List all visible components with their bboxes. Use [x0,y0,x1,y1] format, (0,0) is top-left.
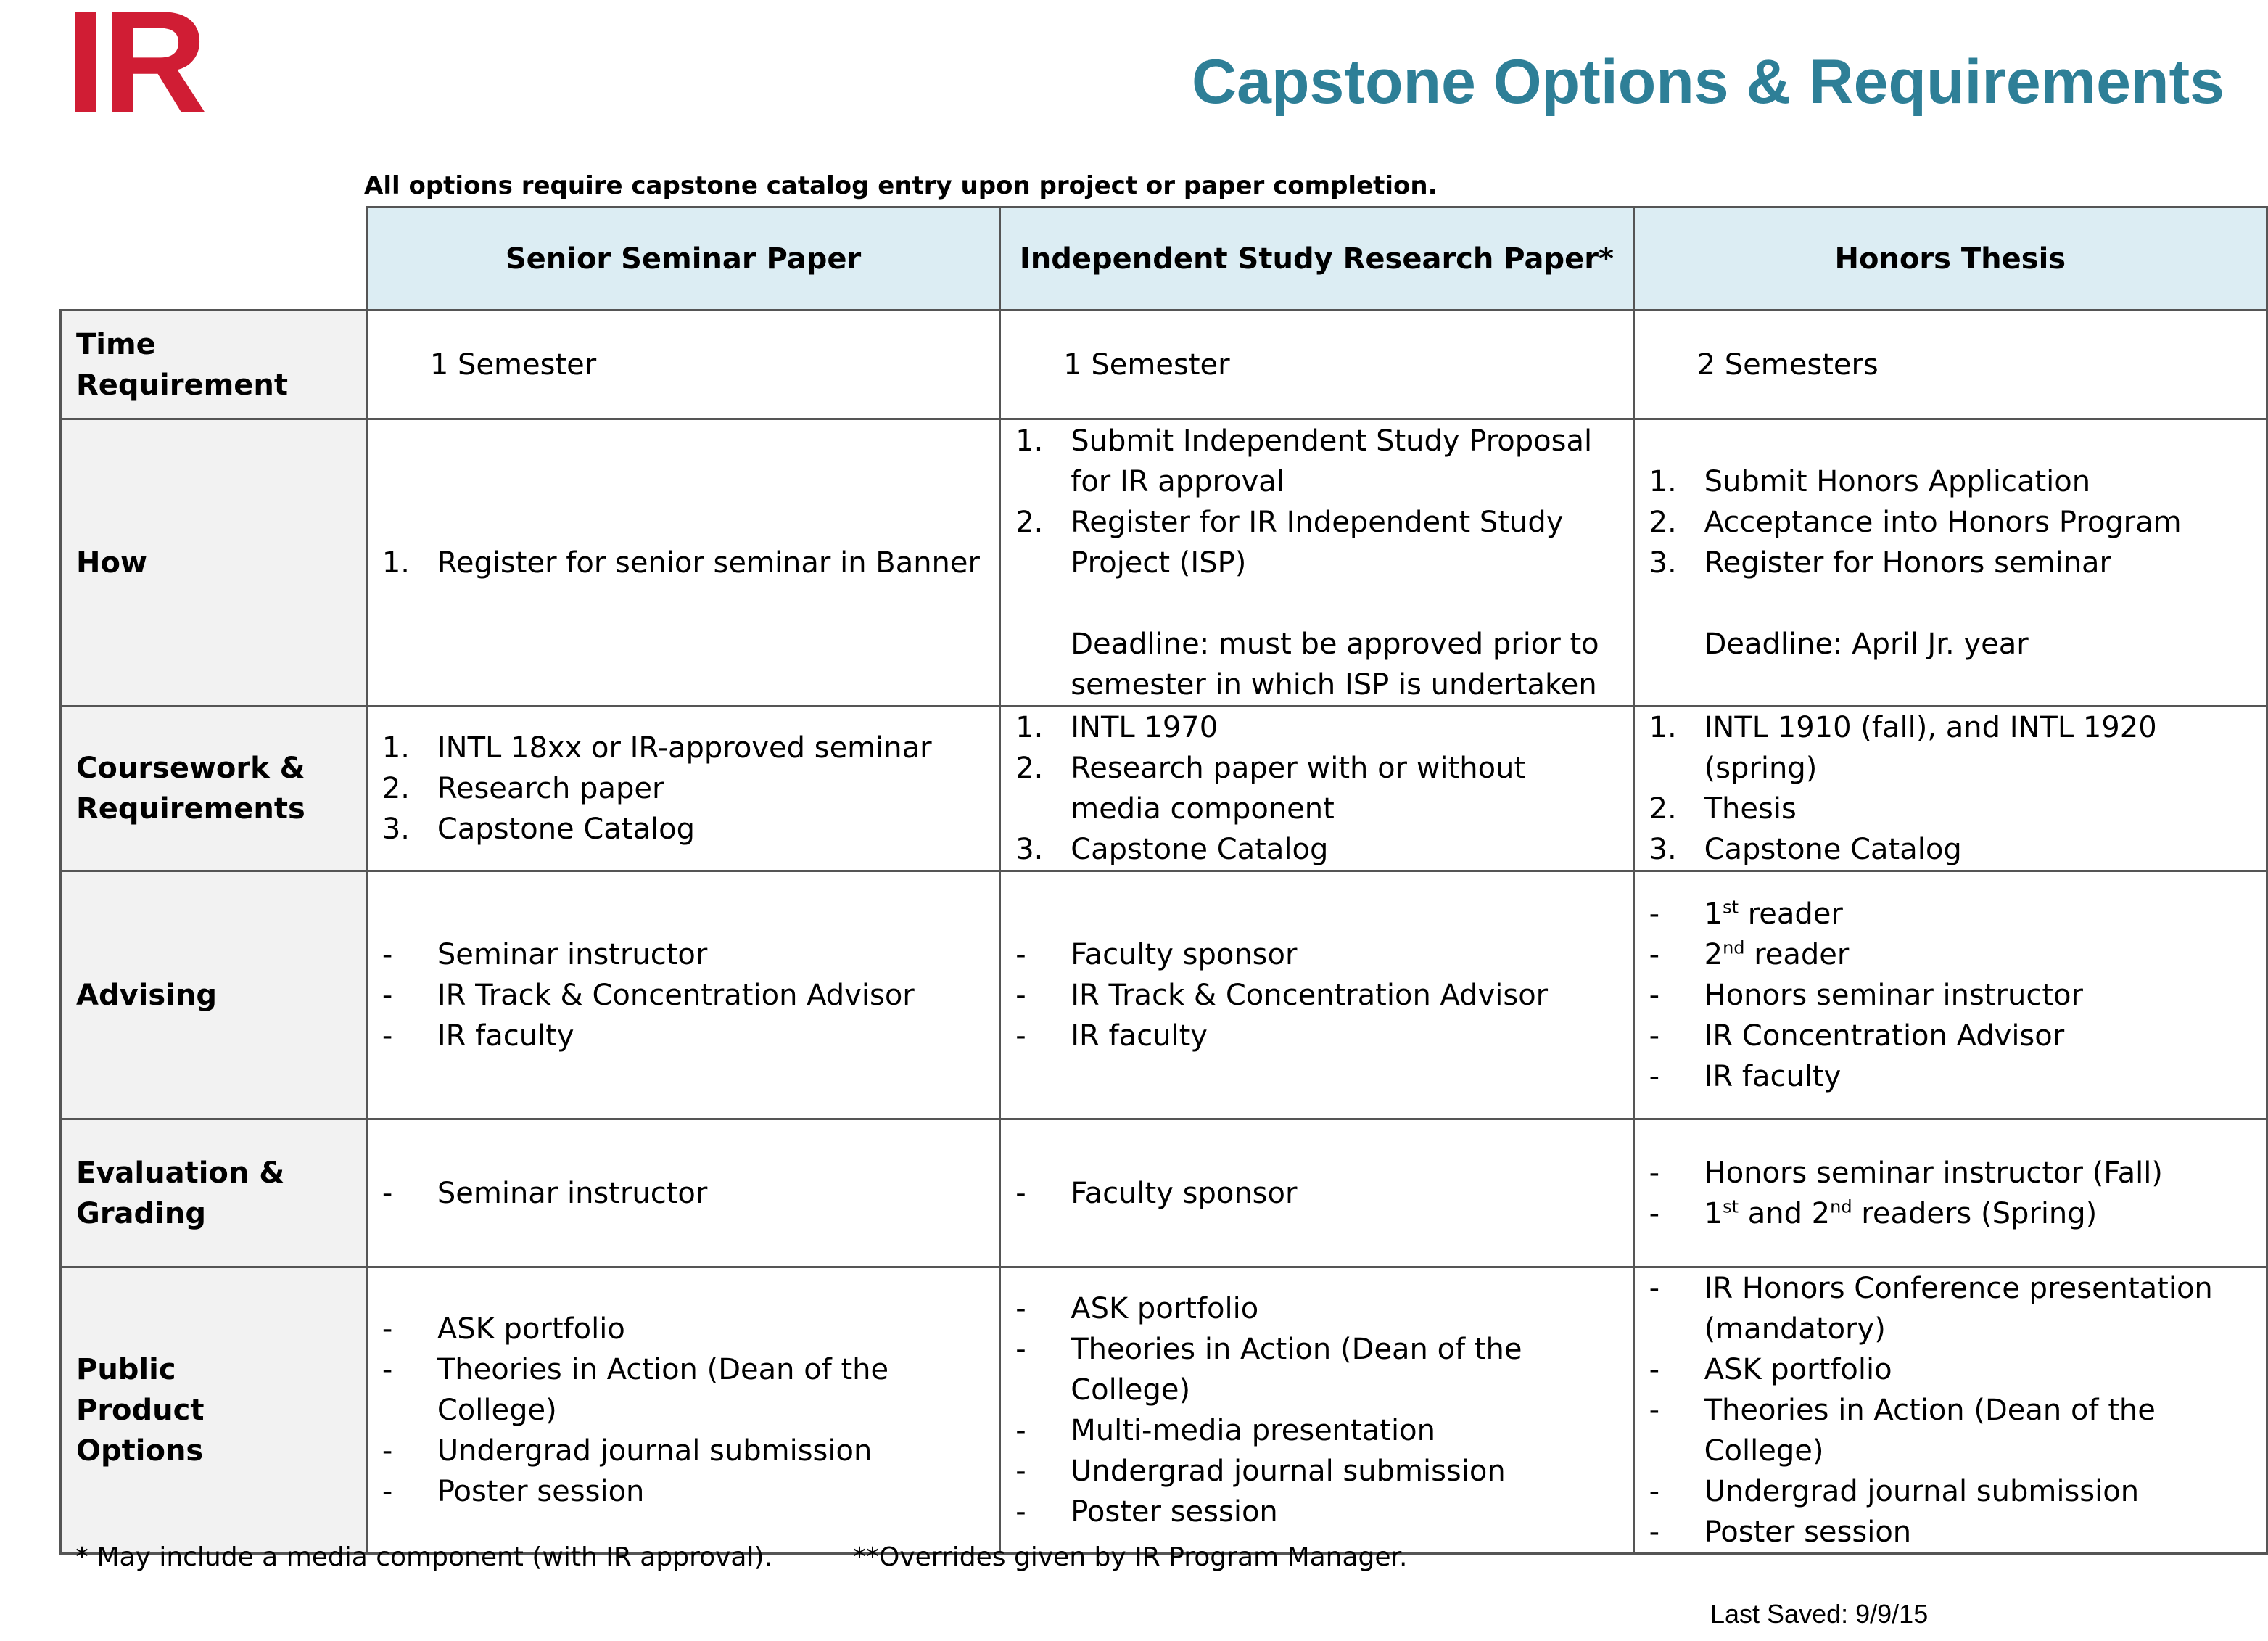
list-text: Poster session [437,1475,645,1508]
cell-public-product-options-senior-seminar [366,1267,999,1554]
list-item [1015,1329,1620,1410]
list-item [1015,1288,1620,1329]
list-item [382,934,987,975]
row-header-advising: Advising [61,871,367,1119]
list-marker: - [1649,897,1660,931]
list-item [382,1016,987,1056]
list-item [382,975,987,1016]
list-marker: 1. [1015,711,1044,744]
list-text: IR Honors Conference presentation (mandatory) [1704,1272,2213,1346]
capstone-options-table [59,206,2268,1555]
list-marker: - [1015,978,1026,1012]
list-item [382,1349,987,1431]
page-title: Capstone Options & Requirements [1192,47,2224,117]
cell-time-requirement-independent-study [1000,310,1633,419]
list-text: ASK portfolio [1071,1292,1259,1325]
list-item [1649,624,2254,665]
cell-advising-honors-thesis [1633,871,2267,1119]
list-marker: 2. [1015,505,1044,539]
cell-list [1697,345,2254,385]
list-text: Research paper with or without media component [1071,752,1526,826]
list-text: 1st and 2nd readers (Spring) [1704,1196,2098,1230]
list-marker: - [382,1434,393,1468]
cell-how-independent-study [1000,419,1633,707]
list-marker: 3. [1649,546,1677,580]
list-marker [1649,624,1704,665]
list-text: IR Track & Concentration Advisor [437,978,915,1012]
list-item [1649,1153,2254,1193]
list-text: Submit Independent Study Proposal for IR approval [1071,424,1593,498]
list-text: INTL 1910 (fall), and INTL 1920 (spring) [1704,711,2157,785]
catalog-requirement-note: All options require capstone catalog entry upon project or paper completion. [364,171,1438,200]
list-marker: - [1015,1176,1026,1210]
list-marker [1015,624,1071,705]
cell-evaluation-grading-senior-seminar [366,1119,999,1267]
row-how [61,419,2267,707]
last-saved-date: Last Saved: 9/9/15 [1710,1599,1929,1629]
list-item [1649,1056,2254,1097]
list-text: Register for IR Independent Study Project (ISP) [1071,505,1564,580]
cell-advising-senior-seminar [366,871,999,1119]
column-header-independent-study: Independent Study Research Paper* [1000,207,1633,310]
list-text: Capstone Catalog [1071,833,1329,866]
list-marker: - [1649,978,1660,1012]
row-header-public-product-options: Public Product Options [61,1267,367,1554]
list-text: Theories in Action (Dean of the College) [1704,1394,2156,1468]
list-text: Submit Honors Application [1704,464,2091,498]
list-marker: - [1649,1353,1660,1386]
list-marker: - [1649,937,1660,971]
list-text: Theories in Action (Dean of the College) [1071,1333,1522,1407]
list-text: IR faculty [1071,1019,1208,1053]
list-item [382,728,987,768]
column-header-senior-seminar: Senior Seminar Paper [366,207,999,310]
list-marker: 3. [382,813,411,846]
list-marker: - [1015,1455,1026,1488]
list-item [1649,1349,2254,1390]
list-item [1015,624,1620,705]
list-text: IR Concentration Advisor [1704,1019,2065,1053]
list-marker: - [1649,1475,1660,1508]
list-item [430,345,987,385]
cell-list [1649,894,2254,1097]
cell-list [1649,1268,2254,1552]
cell-how-senior-seminar [366,419,999,707]
cell-coursework-requirements-senior-seminar [366,707,999,871]
cell-advising-independent-study [1000,871,1633,1119]
list-item [382,1309,987,1349]
list-text: IR faculty [1704,1059,1842,1093]
row-public-product-options [61,1267,2267,1554]
list-item [1015,707,1620,748]
list-item [1015,1410,1620,1451]
list-item [1649,1471,2254,1512]
list-marker: 3. [1015,833,1044,866]
list-text: Seminar instructor [437,937,708,971]
list-item [1015,829,1620,870]
row-header-evaluation-grading: Evaluation & Grading [61,1119,367,1267]
list-item [1649,934,2254,975]
row-header-how: How [61,419,367,707]
cell-how-honors-thesis [1633,419,2267,707]
list-marker: - [1015,1414,1026,1447]
list-item [1649,707,2254,789]
list-text: Undergrad journal submission [437,1434,873,1468]
list-text: Deadline: must be approved prior to semester in which ISP is undertaken [1071,627,1599,702]
list-item [1649,789,2254,829]
list-marker: 3. [1649,833,1677,866]
list-item [1063,345,1620,385]
footnote-overrides: **Overrides given by IR Program Manager. [853,1542,1408,1572]
list-text: Undergrad journal submission [1071,1455,1506,1488]
list-item [1649,975,2254,1016]
list-text: Seminar instructor [437,1176,708,1210]
cell-list [382,1309,987,1512]
row-coursework-requirements [61,707,2267,871]
cell-list [1015,1288,1620,1532]
list-item [382,1431,987,1471]
row-advising [61,871,2267,1119]
list-item [382,809,987,850]
cell-list [1015,707,1620,870]
cell-list [1015,1173,1620,1214]
list-marker: 2. [382,772,411,805]
cell-time-requirement-senior-seminar [366,310,999,419]
list-text: ASK portfolio [1704,1353,1892,1386]
list-text: 1st reader [1704,897,1843,931]
cell-list [382,1173,987,1214]
list-item [1649,461,2254,502]
list-marker: - [1649,1272,1660,1305]
list-text: 1 Semester [429,347,597,382]
list-marker: - [1015,1292,1026,1325]
footnote-media-component: * May include a media component (with IR approval). [75,1542,772,1572]
cell-evaluation-grading-independent-study [1000,1119,1633,1267]
list-item [1697,345,2254,385]
list-item [1649,1512,2254,1552]
list-item [1015,1173,1620,1214]
list-item [382,1471,987,1512]
list-text: Undergrad journal submission [1704,1475,2140,1508]
list-marker: - [382,1475,393,1508]
list-text: Register for Honors seminar [1704,546,2111,580]
list-item [1649,1016,2254,1056]
list-text: Register for senior seminar in Banner [437,546,980,580]
cell-list [1063,345,1620,385]
list-text: Honors seminar instructor [1704,978,2083,1012]
ir-logo: IR [65,0,205,143]
column-header-honors-thesis: Honors Thesis [1633,207,2267,310]
list-text: Research paper [437,772,664,805]
cell-list [1015,421,1620,705]
list-marker: - [1649,1156,1660,1190]
list-text: Poster session [1704,1515,1912,1549]
cell-list [1649,1153,2254,1234]
list-marker: 1. [1015,424,1044,458]
list-text: IR Track & Concentration Advisor [1071,978,1549,1012]
cell-list [382,543,987,583]
row-evaluation-grading [61,1119,2267,1267]
list-item [1649,1390,2254,1471]
list-marker: - [1649,1019,1660,1053]
list-spacer [1015,583,1620,624]
list-item [1015,1451,1620,1492]
list-text: Capstone Catalog [1704,833,1962,866]
row-time-requirement [61,310,2267,419]
list-marker: - [382,1312,393,1346]
list-marker: - [382,1019,393,1053]
list-text: Capstone Catalog [437,813,695,846]
list-marker: - [382,978,393,1012]
list-marker: 1. [382,546,411,580]
list-marker: 2. [1015,752,1044,785]
list-marker: - [382,1353,393,1386]
list-marker: - [1015,1019,1026,1053]
cell-public-product-options-honors-thesis [1633,1267,2267,1554]
cell-list [1015,934,1620,1056]
list-marker: 1. [1649,711,1677,744]
list-marker: 2. [1649,505,1677,539]
cell-list [1649,707,2254,870]
row-header-time-requirement: Time Requirement [61,310,367,419]
list-text: 1 Semester [1063,347,1230,382]
list-marker: 1. [1649,464,1677,498]
list-text: Thesis [1704,792,1797,826]
list-marker: - [1015,1495,1026,1529]
list-text: Theories in Action (Dean of the College) [437,1353,889,1427]
list-marker: - [1015,1333,1026,1366]
list-marker: - [382,937,393,971]
list-text: INTL 1970 [1071,711,1218,744]
list-text: Honors seminar instructor (Fall) [1704,1156,2163,1190]
list-marker: - [1649,1515,1660,1549]
list-text: Multi-media presentation [1071,1414,1435,1447]
list-marker: - [1649,1394,1660,1427]
list-marker: - [1649,1196,1660,1230]
cell-time-requirement-honors-thesis [1633,310,2267,419]
list-text: Faculty sponsor [1071,1176,1298,1210]
list-text: ASK portfolio [437,1312,625,1346]
list-item [382,1173,987,1214]
cell-evaluation-grading-honors-thesis [1633,1119,2267,1267]
cell-list [382,934,987,1056]
column-header-row [61,207,2267,310]
list-marker: - [1649,1059,1660,1093]
list-item [1015,1016,1620,1056]
list-text: Poster session [1071,1495,1278,1529]
list-item [382,768,987,809]
list-spacer [1649,583,2254,624]
list-item [1015,502,1620,583]
cell-coursework-requirements-honors-thesis [1633,707,2267,871]
list-text: IR faculty [437,1019,574,1053]
list-text: Acceptance into Honors Program [1704,505,2182,539]
list-marker: 2. [1649,792,1677,826]
cell-coursework-requirements-independent-study [1000,707,1633,871]
list-item [1015,1492,1620,1532]
list-text: 2nd reader [1704,937,1850,971]
corner-cell [61,207,367,310]
cell-public-product-options-independent-study [1000,1267,1633,1554]
list-item [1649,894,2254,934]
list-text: 2 Semesters [1696,347,1879,382]
list-item [1649,1268,2254,1349]
list-marker: - [382,1176,393,1210]
list-item [1649,1193,2254,1234]
list-item [1649,543,2254,583]
list-text: Deadline: April Jr. year [1704,627,2029,661]
list-item [1649,829,2254,870]
cell-list [1649,461,2254,665]
list-item [1015,934,1620,975]
list-marker: 1. [382,731,411,765]
cell-list [382,728,987,850]
list-text: INTL 18xx or IR-approved seminar [437,731,932,765]
list-item [382,543,987,583]
row-header-coursework-requirements: Coursework & Requirements [61,707,367,871]
list-marker: - [1015,937,1026,971]
list-text: Faculty sponsor [1071,937,1298,971]
list-item [1015,421,1620,502]
cell-list [430,345,987,385]
list-item [1015,975,1620,1016]
list-item [1649,502,2254,543]
list-item [1015,748,1620,829]
